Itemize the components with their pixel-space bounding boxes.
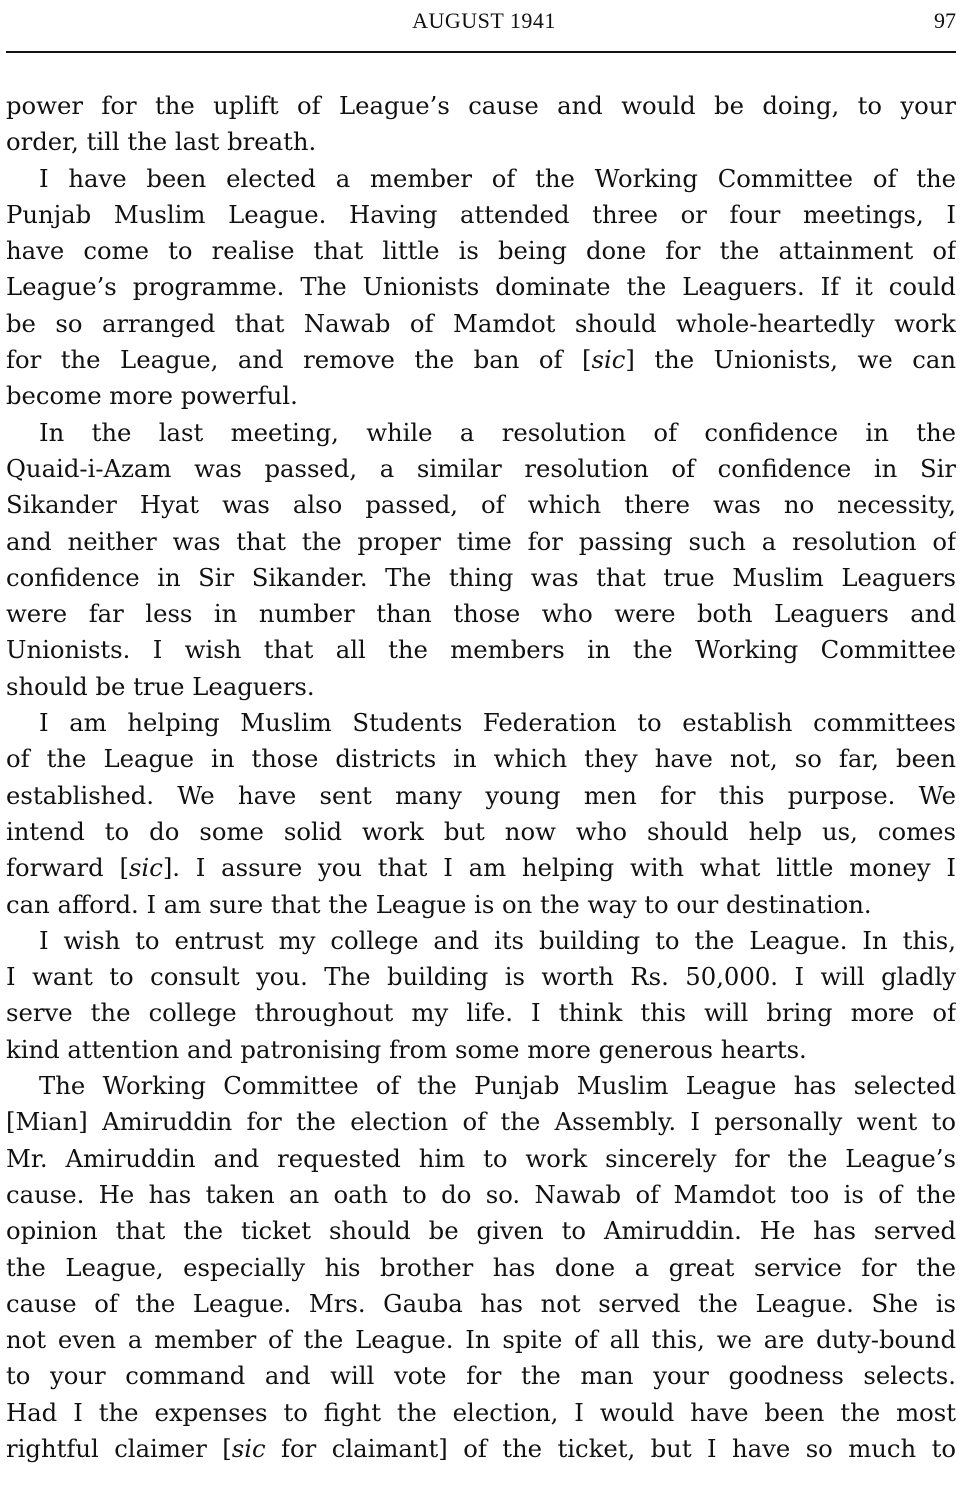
text-line: of the League in those districts in which they have not, so far, been	[6, 744, 956, 774]
text-line: League’s programme. The Unionists dominate the Leaguers. If it could	[6, 272, 956, 302]
text-line: be so arranged that Nawab of Mamdot should whole-heartedly work	[6, 308, 956, 338]
text-line: for the League, and remove the ban of [sic] the Unionists, we can	[6, 345, 956, 375]
text-line: rightful claimer [sic for claimant] of the ticket, but I have so much to	[6, 1433, 956, 1463]
text-line: have come to realise that little is being done for the attainment of	[6, 236, 956, 266]
text-line: Quaid-i-Azam was passed, a similar resolution of confidence in Sir	[6, 453, 956, 483]
text-line: power for the uplift of League’s cause and would be doing, to your	[6, 91, 956, 120]
text-line: Punjab Muslim League. Having attended three or four meetings, I	[6, 199, 956, 229]
text-line: to your command and will vote for the man your goodness selects.	[6, 1361, 956, 1391]
text-line: intend to do some solid work but now who should help us, comes	[6, 816, 956, 846]
header-rule	[6, 51, 956, 53]
paragraph	[6, 161, 956, 415]
text-line: I wish to entrust my college and its building to the League. In this,	[39, 925, 956, 955]
paragraph	[6, 705, 956, 923]
text-line: Mr. Amiruddin and requested him to work sincerely for the League’s	[6, 1143, 956, 1173]
text-line: In the last meeting, while a resolution of confidence in the	[39, 417, 956, 447]
text-line: should be true Leaguers.	[6, 671, 315, 701]
text-line: and neither was that the proper time for passing such a resolution of	[6, 526, 956, 556]
page-header	[0, 6, 968, 40]
text-line: not even a member of the League. In spite of all this, we are duty-bound	[6, 1325, 956, 1355]
text-line: The Working Committee of the Punjab Muslim League has selected	[39, 1071, 956, 1101]
page-number: 97	[934, 8, 956, 33]
text-line: opinion that the ticket should be given to Amiruddin. He has served	[6, 1216, 956, 1246]
text-line: forward [sic]. I assure you that I am helping with what little money I	[6, 853, 956, 883]
letter-body	[6, 88, 956, 1467]
text-line: can afford. I am sure that the League is on the way to our destination.	[6, 889, 872, 919]
text-line: cause of the League. Mrs. Gauba has not served the League. She is	[6, 1288, 956, 1318]
text-line: Sikander Hyat was also passed, of which there was no necessity,	[6, 490, 956, 520]
paragraph	[6, 88, 956, 161]
text-line: confidence in Sir Sikander. The thing was that true Muslim Leaguers	[6, 562, 956, 592]
paragraph	[6, 1068, 956, 1467]
text-line: kind attention and patronising from some more generous hearts.	[6, 1034, 807, 1064]
text-line: cause. He has taken an oath to do so. Nawab of Mamdot too is of the	[6, 1179, 956, 1209]
text-line: Had I the expenses to fight the election, I would have been the most	[6, 1397, 956, 1427]
paragraph	[6, 923, 956, 1068]
text-line: I want to consult you. The building is worth Rs. 50,000. I will gladly	[6, 962, 956, 992]
text-line: I am helping Muslim Students Federation to establish committees	[39, 708, 956, 738]
text-line: serve the college throughout my life. I think this will bring more of	[6, 998, 956, 1028]
text-line: become more powerful.	[6, 381, 298, 411]
paragraph	[6, 415, 956, 705]
running-head: AUGUST 1941	[412, 8, 556, 33]
text-line: Unionists. I wish that all the members in the Working Committee	[6, 635, 956, 665]
text-line: order, till the last breath.	[6, 127, 317, 157]
text-line: established. We have sent many young men for this purpose. We	[6, 780, 956, 810]
text-line: I have been elected a member of the Working Committee of the	[39, 163, 956, 193]
text-line: [Mian] Amiruddin for the election of the Assembly. I personally went to	[6, 1107, 956, 1137]
text-line: were far less in number than those who were both Leaguers and	[6, 599, 956, 629]
text-line: the League, especially his brother has done a great service for the	[6, 1252, 956, 1282]
